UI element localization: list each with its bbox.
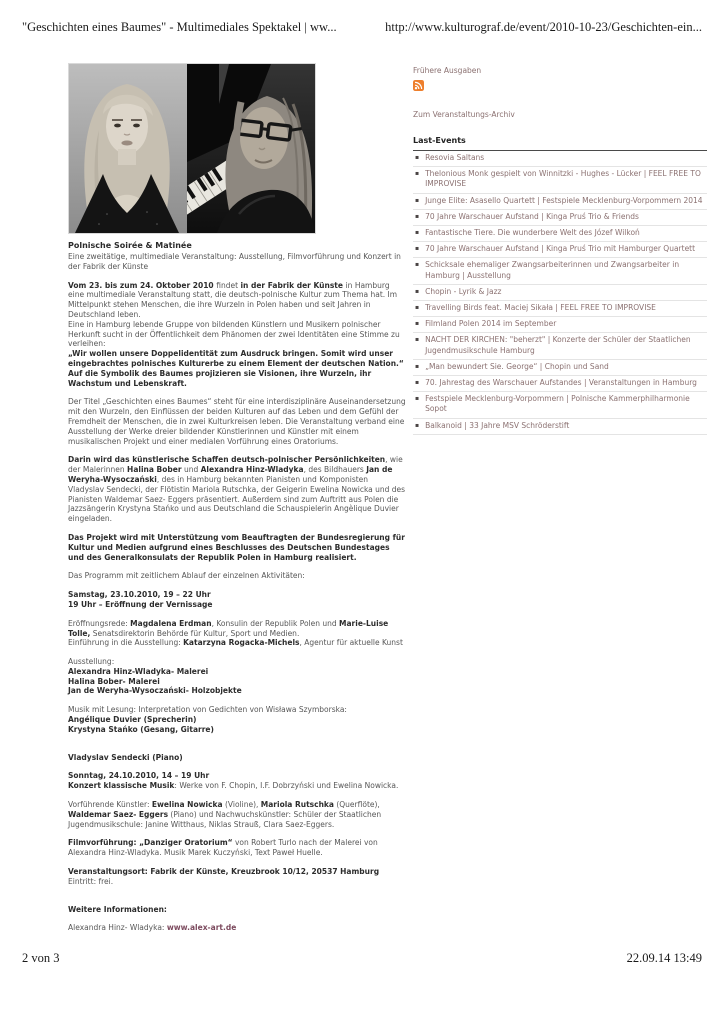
- print-header: [22, 20, 702, 35]
- paragraph: [68, 455, 406, 524]
- article-body: [68, 281, 406, 934]
- event-list-item[interactable]: [413, 392, 707, 418]
- text-run: , wie der Malerinnen: [68, 455, 403, 475]
- text-run: , Agentur für aktuelle Kunst: [299, 638, 403, 648]
- square-bullet-icon: ▪: [415, 261, 420, 269]
- paragraph: [68, 590, 406, 610]
- text-run: , Konsulin der Republik Polen und: [211, 618, 340, 628]
- event-list-item[interactable]: [413, 167, 707, 193]
- event-link[interactable]: Chopin - Lyrik & Jazz: [425, 286, 502, 296]
- paragraph: [68, 397, 406, 446]
- event-list-item[interactable]: [413, 301, 707, 317]
- text-run: Ausstellung:: [68, 657, 115, 667]
- text-run: Eröffnungsrede:: [68, 618, 131, 628]
- paragraph: [68, 800, 406, 829]
- square-bullet-icon: ▪: [415, 229, 420, 237]
- text-run: und: [181, 465, 201, 475]
- paragraph: [68, 533, 406, 562]
- square-bullet-icon: ▪: [415, 245, 420, 253]
- square-bullet-icon: ▪: [415, 395, 420, 403]
- text-run: Vom 23. bis zum 24. Oktober 2010: [68, 280, 217, 290]
- event-link[interactable]: Junge Elite: Asasello Quartett | Festspiele Mecklenburg-Vorpommern 2014: [425, 195, 703, 205]
- text-run: Alexandra Hinz- Wladyka:: [68, 923, 167, 933]
- article-title: Polnische Soirée & Matinée: [68, 241, 192, 250]
- event-link[interactable]: NACHT DER KIRCHEN: "beherzt" | Konzerte der Schüler der Staatlichen Jugendmusikschule Hamburg: [425, 335, 691, 355]
- event-link[interactable]: Festspiele Mecklenburg-Vorpommern | Polnische Kammerphilharmonie Sopot: [425, 394, 690, 414]
- square-bullet-icon: ▪: [415, 320, 420, 328]
- event-list-item[interactable]: [413, 285, 707, 301]
- paragraph: [68, 753, 406, 763]
- event-link[interactable]: 70. Jahrestag des Warschauer Aufstandes | Veranstaltungen in Hamburg: [425, 378, 697, 388]
- event-link[interactable]: 70 Jahre Warschauer Aufstand | Kinga Pruś Trio & Friends: [425, 211, 639, 221]
- paragraph: [68, 905, 406, 915]
- rss-icon[interactable]: [413, 80, 424, 91]
- text-run: Darin wird das künstlerische Schaffen deutsch-polnischer Persönlichkeiten: [68, 455, 386, 465]
- text-run: Halina Bober: [127, 465, 182, 475]
- article-subtitle: Eine zweitätige, multimediale Veranstaltung: Ausstellung, Filmvorführung und Konzert in der Fabrik der Künste: [68, 252, 401, 271]
- text-run: Das Projekt wird mit Unterstützung vom Beauftragten der Bundesregierung für Kultur und Medien aufgrund eines Beschlusses des Deutschen Bundestages und des Generalkonsulats der Republik Polen in Hamburg realisiert.: [68, 532, 405, 562]
- text-run: Das Programm mit zeitlichem Ablauf der einzelnen Aktivitäten:: [68, 571, 305, 581]
- square-bullet-icon: ▪: [415, 170, 420, 178]
- print-footer: [22, 951, 702, 966]
- paragraph: [68, 619, 406, 648]
- text-run: Angélique Duvier (Sprecherin): [68, 715, 197, 725]
- square-bullet-icon: ▪: [415, 336, 420, 344]
- text-run: in Hamburg eine multimediale Veranstaltung statt, die deutsch-polnische Kultur zum Thema hat. Im Mittelpunkt stehen Menschen, die ihre Wurzeln in Polen haben und seit Jahren in Deutschland leben.: [68, 280, 398, 319]
- text-run: Filmvorführung: „Danziger Oratorium“: [68, 838, 233, 848]
- square-bullet-icon: ▪: [415, 421, 420, 429]
- text-run: Jan de Weryha-Wysoczański: [68, 465, 393, 484]
- text-run: Einführung in die Ausstellung:: [68, 638, 184, 648]
- text-run: (Piano) und Nachwuchskünstler: Schüler der Staatlichen Jugendmusikschule: Janine Witthaus, Niklas Strauß, Clara Saez-Eggers.: [68, 809, 382, 829]
- event-list-item[interactable]: [413, 333, 707, 359]
- paragraph: [68, 657, 406, 696]
- text-run: Musik mit Lesung: Interpretation von Gedichten von Wisława Szymborska:: [68, 705, 347, 715]
- event-link[interactable]: Travelling Birds feat. Maciej Sikała | FEEL FREE TO IMPROVISE: [425, 303, 656, 313]
- paragraph: [68, 705, 406, 734]
- event-link[interactable]: Filmland Polen 2014 im September: [425, 319, 557, 329]
- event-list-item[interactable]: [413, 419, 707, 435]
- event-list-item[interactable]: [413, 194, 707, 210]
- event-link[interactable]: „Man bewundert Sie. George“ | Chopin und Sand: [425, 361, 609, 371]
- text-run: Der Titel „Geschichten eines Baumes“ steht für eine interdisziplinäre Auseinandersetzung mit den Wurzeln, den Einflüssen der beiden Kulturen auf das Leben und dem Gefühl der Fremdheit der Menschen, die in zwei Kulturkreisen leben. Die Veranstaltung verband eine Ausstellung der Werke dreier bildender Künstlerinnen und Künstler mit einem musikalischen Projekt und einer medialen Vorführung eines Oratoriums.: [68, 397, 406, 446]
- paragraph: [68, 571, 406, 581]
- event-list-item[interactable]: [413, 258, 707, 284]
- paragraph: [68, 281, 406, 389]
- event-list-item[interactable]: [413, 242, 707, 258]
- paragraph: [68, 838, 406, 858]
- event-link[interactable]: Fantastische Tiere. Die wunderbere Welt des Józef Wilkoń: [425, 228, 640, 238]
- event-list-item[interactable]: [413, 360, 707, 376]
- square-bullet-icon: ▪: [415, 154, 420, 161]
- event-list-item[interactable]: [413, 226, 707, 242]
- text-run: Krystyna Stańko (Gesang, Gitarre): [68, 724, 214, 734]
- text-run: : Werke von F. Chopin, I.F. Dobrzyński und Ewelina Nowicka.: [174, 781, 399, 791]
- event-link[interactable]: Resovia Saltans: [425, 153, 485, 162]
- text-run: Jan de Weryha-Wysoczański- Holzobjekte: [68, 686, 242, 696]
- text-run: 19 Uhr – Eröffnung der Vernissage: [68, 599, 213, 609]
- document-url: http://www.kulturograf.de/event/2010-10-23/Geschichten-ein...: [385, 20, 702, 34]
- text-run: , des in Hamburg bekannten Pianisten und Komponisten Vladyslav Sendecki, der Flötistin Mariola Rutschka, der Geigerin Ewelina Nowicka und des Pianisten Waldemar Saez- Eggers präsentiert. Außerdem sind zum Auftritt aus Polen die Jazzsängerin Krystyna Stańko und aus Deutschland die Schauspielerin Angèlique Duvier eingeladen.: [68, 474, 406, 524]
- document-title: "Geschichten eines Baumes" - Multimediales Spektakel | ww...: [22, 20, 337, 34]
- text-run: Halina Bober- Malerei: [68, 676, 160, 686]
- square-bullet-icon: ▪: [415, 379, 420, 387]
- event-list-item[interactable]: [413, 210, 707, 226]
- text-run: Katarzyna Rogacka-Michels: [183, 638, 300, 648]
- event-link[interactable]: Thelonious Monk gespielt von Winnitzki - Hughes - Lücker | FEEL FREE TO IMPROVISE: [425, 169, 701, 189]
- square-bullet-icon: ▪: [415, 362, 420, 370]
- text-run: (Violine),: [222, 800, 261, 810]
- square-bullet-icon: ▪: [415, 304, 420, 312]
- text-run: , des Bildhauers: [303, 465, 367, 475]
- text-run: Sonntag, 24.10.2010, 14 – 19 Uhr: [68, 771, 210, 781]
- paragraph: [68, 867, 406, 887]
- print-timestamp: 22.09.14 13:49: [626, 951, 702, 965]
- text-run: Waldemar Saez- Eggers: [68, 809, 169, 819]
- fruehere-ausgaben-link[interactable]: Frühere Ausgaben: [413, 66, 482, 75]
- text-run: Weitere Informationen:: [68, 904, 167, 914]
- text-run: Vladyslav Sendecki (Piano): [68, 752, 183, 762]
- square-bullet-icon: ▪: [415, 212, 420, 220]
- text-run: Alexandra Hinz-Wladyka- Malerei: [68, 666, 209, 676]
- square-bullet-icon: ▪: [415, 287, 420, 295]
- text-run: „Wir wollen unsere Doppelidentität zum Ausdruck bringen. Somit wird unser eingebrachtes polnisches Kulturerbe zu einem Element der deutschen Nation.“ Auf die Symbolik des Baumes projizieren sie Visionen, ihre Wurzeln, ihr Wachstum und Lebenskraft.: [68, 349, 404, 388]
- text-run: Veranstaltungsort: Fabrik der Künste, Kreuzbrook 10/12, 20537 Hamburg: [68, 867, 380, 877]
- text-run: Ewelina Nowicka: [151, 800, 223, 810]
- paragraph: [68, 923, 406, 933]
- text-run: (Querflöte),: [333, 800, 380, 810]
- text-run: Vorführende Künstler:: [68, 800, 152, 810]
- veranstaltungs-archiv-link[interactable]: Zum Veranstaltungs-Archiv: [413, 110, 515, 119]
- text-run: Samstag, 23.10.2010, 19 – 22 Uhr: [68, 590, 211, 600]
- photo-collage-portraits: [69, 64, 315, 233]
- event-link[interactable]: Balkanoid | 33 Jahre MSV Schröderstift: [425, 420, 570, 430]
- text-run: Eine in Hamburg lebende Gruppe von bildenden Künstlern und Musikern polnischer Herkunft sucht in der Öffentlichkeit dem Phänomen der zwei Identitäten eine Stimme zu verleihen:: [68, 319, 400, 349]
- event-photo: [68, 63, 316, 234]
- text-run: findet: [216, 280, 241, 290]
- text-run: Senatsdirektorin Behörde für Kultur, Sport und Medien.: [90, 628, 300, 638]
- last-events-list: [413, 151, 707, 435]
- last-events-heading: Last-Events: [413, 136, 707, 151]
- text-run: Mariola Rutschka: [260, 800, 334, 810]
- external-link[interactable]: www.alex-art.de: [166, 923, 237, 933]
- sidebar: [413, 66, 707, 435]
- page-number: 2 von 3: [22, 951, 60, 965]
- event-link[interactable]: Schicksale ehemaliger Zwangsarbeiterinnen und Zwangsarbeiter in Hamburg | Ausstellung: [425, 260, 680, 280]
- square-bullet-icon: ▪: [415, 196, 420, 204]
- article-column: [68, 63, 406, 933]
- text-run: von Robert Turlo nach der Malerei von Alexandra Hinz-Wladyka. Musik Marek Kuczyński, Text Paweł Huelle.: [68, 838, 378, 858]
- text-run: Magdalena Erdman: [130, 618, 212, 628]
- event-list-item[interactable]: [413, 376, 707, 392]
- text-run: in der Fabrik der Künste: [240, 280, 346, 290]
- text-run: Marie-Luise Tolle,: [68, 618, 389, 638]
- paragraph: [68, 771, 406, 791]
- event-list-item[interactable]: [413, 151, 707, 167]
- event-link[interactable]: 70 Jahre Warschauer Aufstand | Kinga Pruś Trio mit Hamburger Quartett: [425, 244, 696, 254]
- text-run: Konzert klassische Musik: [68, 781, 175, 791]
- event-list-item[interactable]: [413, 317, 707, 333]
- text-run: Eintritt: frei.: [68, 876, 114, 886]
- text-run: Alexandra Hinz-Wladyka: [200, 465, 304, 475]
